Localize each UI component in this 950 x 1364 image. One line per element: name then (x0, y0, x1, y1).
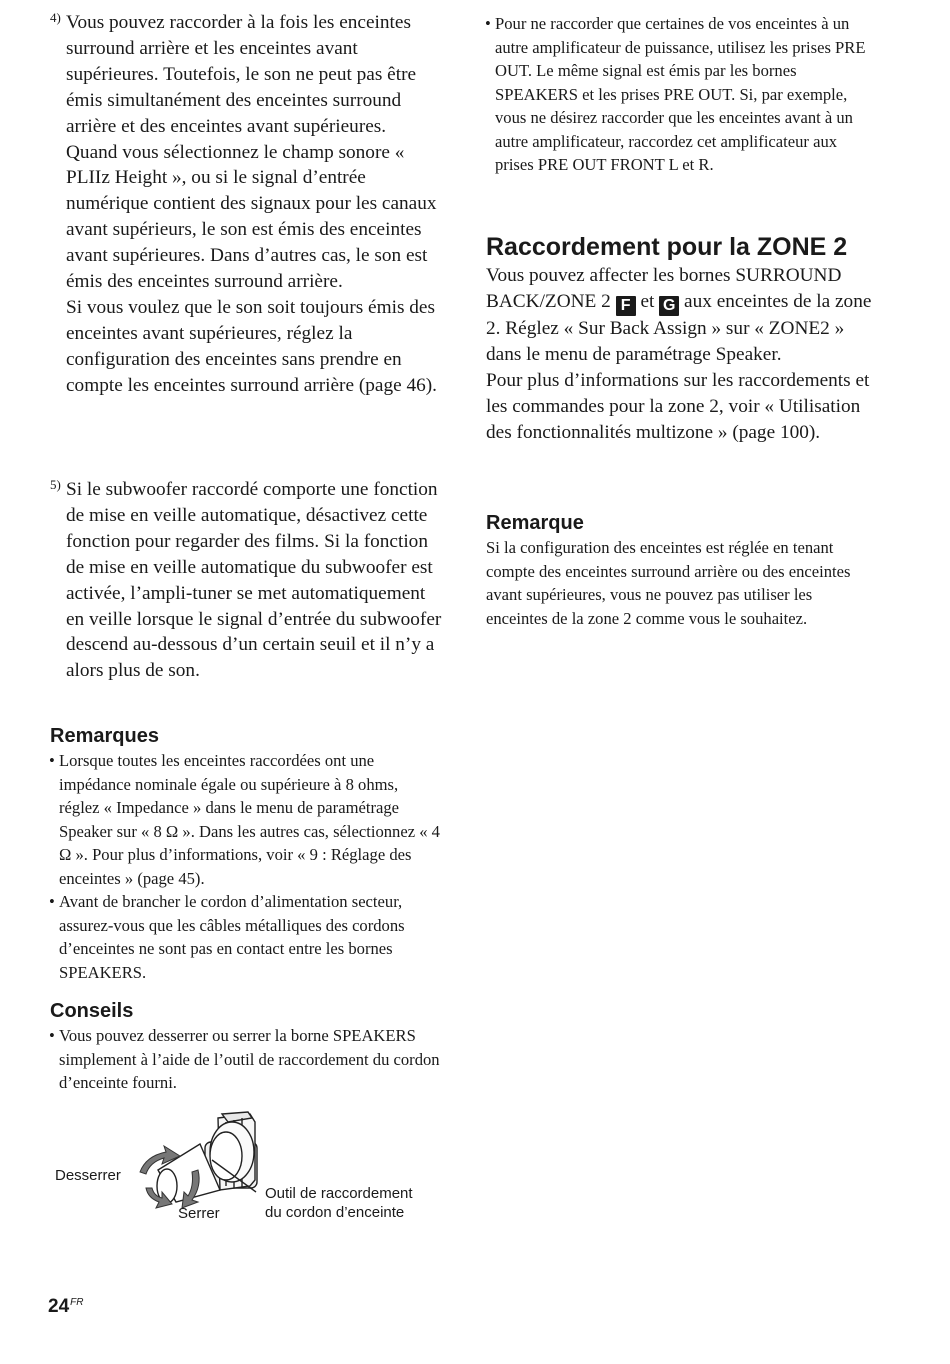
zone2-text-a: Vous pouvez affecter les bornes SURROUND BACK/ZONE 2 (486, 265, 842, 312)
remarque-section (486, 510, 878, 630)
conseils-heading: Conseils (50, 1000, 134, 1022)
footnote-4-paragraph-2: Quand vous sélectionnez le champ sonore « PLIIz Height », ou si le signal d’entrée numérique contient des signaux pour les canaux avant supérieurs, le son est émis des enceintes avant supérieures. Dans d’autres cas, le son est émis des enceintes surround arrière. (66, 141, 437, 293)
label-loosen: Desserrer (55, 1167, 121, 1184)
terminal-f-badge: F (616, 296, 636, 316)
footnote-5-paragraph-1: Si le subwoofer raccordé comporte une fonction de mise en veille automatique, désactivez cette fonction pour regarder des films. Si la fonction de mise en veille automatique du subwoofer est activée, l’ampli-tuner se met automatiquement en veille lorsque le signal d’entrée du subwoofer descend au-dessous d’un certain seuil et il n’y a alors plus de son. (66, 479, 442, 682)
pre-out-note (486, 12, 878, 177)
page-language-suffix: FR (70, 1297, 84, 1308)
zone2-text-b: et (640, 290, 655, 312)
footnote-4-paragraph-3: Si vous voulez que le son soit toujours émis des enceintes avant supérieures, réglez la configuration des enceintes sans prendre en compte les enceintes surround arrière (page 46). (66, 296, 438, 396)
label-tool-line-2: du cordon d’enceinte (265, 1204, 405, 1221)
zone2-paragraph-1 (486, 263, 878, 368)
terminal-g-badge: G (659, 296, 679, 316)
label-tighten: Serrer (178, 1205, 220, 1222)
pre-out-bullet: • Pour ne raccorder que certaines de vos enceintes à un autre amplificateur de puissance, utilisez les prises PRE OUT. Le même signal est émis par les bornes SPEAKERS et les prises PRE OUT. Si, par exemple, vous ne désirez raccorder que les enceintes avant à un autre amplificateur, raccordez cet amplificateur aux prises PRE OUT FRONT L et R. (486, 12, 878, 177)
remarques-heading: Remarques (50, 725, 159, 747)
zone2-text-c: aux enceintes de la zone 2. Réglez « Sur Back Assign » sur « ZONE2 » dans le menu de paramétrage Speaker. (486, 290, 872, 365)
footnote-number: 4) (50, 10, 61, 25)
remarque-item: • Lorsque toutes les enceintes raccordées ont une impédance nominale égale ou supérieure à 8 ohms, réglez « Impedance » dans le menu de paramétrage Speaker sur « 8 Ω ». Dans les autres cas, sélectionnez « 4 Ω ». Pour plus d’informations, voir « 9 : Réglage des enceintes » (page 45). (50, 749, 442, 890)
label-tool-line-1: Outil de raccordement (265, 1185, 413, 1202)
page-number-value: 24 (48, 1296, 70, 1317)
page-number (48, 1292, 83, 1318)
footnote-number: 5) (50, 477, 61, 492)
remarque-heading: Remarque (486, 512, 584, 534)
zone2-heading: Raccordement pour la ZONE 2 (486, 233, 848, 261)
zone2-paragraph-2: Pour plus d’informations sur les raccordements et les commandes pour la zone 2, voir « Utilisation des fonctionnalités multizone » (page 100). (486, 369, 870, 443)
remarques-section (50, 723, 442, 984)
footnote-4-paragraph-1: Vous pouvez raccorder à la fois les enceintes surround arrière et les enceintes avant supérieures. Toutefois, le son ne peut pas être émis simultanément des enceintes surround arrière et des enceintes avant supérieures. (66, 12, 417, 137)
conseils-section (50, 998, 442, 1095)
speaker-tool-illustration (50, 1100, 442, 1240)
zone2-section (486, 232, 878, 445)
footnote-4 (50, 10, 442, 399)
footnote-5 (50, 477, 442, 684)
conseil-item: • Vous pouvez desserrer ou serrer la borne SPEAKERS simplement à l’aide de l’outil de raccordement du cordon d’enceinte fourni. (50, 1024, 442, 1095)
remarque-item: • Avant de brancher le cordon d’alimentation secteur, assurez-vous que les câbles métalliques des cordons d’enceintes ne sont pas en contact entre les bornes SPEAKERS. (50, 890, 442, 984)
remarque-text: Si la configuration des enceintes est réglée en tenant compte des enceintes surround arrière ou des enceintes avant supérieures, vous ne pouvez pas utiliser les enceintes de la zone 2 comme vous le souhaitez. (486, 538, 851, 628)
